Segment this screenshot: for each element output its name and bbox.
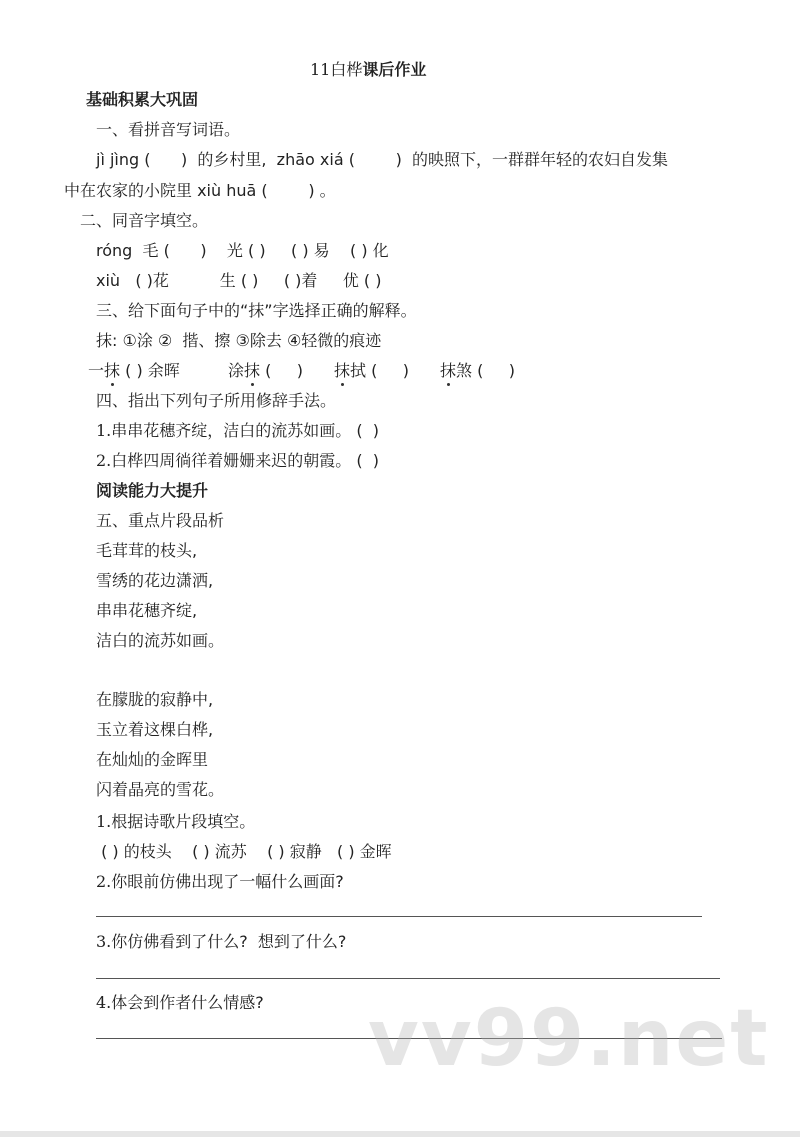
poem-line: 洁白的流苏如画。: [96, 631, 225, 650]
question-2-title: 二、同音字填空。: [80, 211, 209, 230]
poem-line: 雪绣的花边潇洒,: [96, 571, 214, 590]
poem-line: 在朦胧的寂静中,: [96, 690, 214, 709]
sub-question-3: 3.你仿佛看到了什么? 想到了什么?: [96, 932, 347, 951]
question-1-line-1: jì jìng ( ) 的乡村里, zhāo xiá ( ) 的映照下，一群群年轻的农妇自发集: [96, 150, 669, 169]
section-heading-reading: 阅读能力大提升: [96, 481, 209, 500]
answer-line[interactable]: [96, 978, 720, 979]
sub-question-4: 4.体会到作者什么情感?: [96, 993, 264, 1012]
question-1-title: 一、看拼音写词语。: [96, 120, 241, 139]
question-3-item-2: 涂抹 ( ): [228, 361, 304, 380]
sub-question-2: 2.你眼前仿佛出现了一幅什么画面?: [96, 872, 344, 891]
poem-line: 在灿灿的金晖里: [96, 750, 209, 769]
question-3-title: 三、给下面句子中的“抹”字选择正确的解释。: [96, 301, 417, 320]
question-4-item-2: 2.白桦四周徜徉着姗姗来迟的朝霞。 ( ): [96, 451, 380, 470]
poem-line: 毛茸茸的枝头,: [96, 541, 198, 560]
question-4-item-1: 1.串串花穗齐绽，洁白的流苏如画。 ( ): [96, 421, 380, 440]
watermark: vv99.net: [368, 994, 770, 1084]
question-3-options: 抹: ①涂 ② 揩、擦 ③除去 ④轻微的痕迹: [96, 331, 382, 350]
poem-line: 玉立着这棵白桦,: [96, 720, 214, 739]
question-5-title: 五、重点片段品析: [96, 511, 225, 530]
page-title: 11白桦课后作业: [310, 60, 427, 79]
question-3-item-1: 一抹 ( ) 余晖: [88, 361, 180, 380]
question-2-line-2: xiù ( )花 生 ( ) ( )着 优 ( ): [96, 271, 382, 290]
question-4-title: 四、指出下列句子所用修辞手法。: [96, 391, 337, 410]
question-3-item-4: 抹煞 ( ): [440, 361, 516, 380]
sub-question-1-fill: ( ) 的枝头 ( ) 流苏 ( ) 寂静 ( ) 金晖: [96, 842, 392, 861]
question-3-item-3: 抹拭 ( ): [334, 361, 410, 380]
answer-line[interactable]: [96, 916, 702, 917]
section-heading-basics: 基础积累大巩固: [86, 90, 199, 109]
poem-line: 串串花穗齐绽,: [96, 601, 198, 620]
question-1-line-2: 中在农家的小院里 xiù huā ( ) 。: [64, 181, 336, 200]
question-2-line-1: róng 毛 ( ) 光 ( ) ( ) 易 ( ) 化: [96, 241, 389, 260]
sub-question-1: 1.根据诗歌片段填空。: [96, 812, 256, 831]
poem-line: 闪着晶亮的雪花。: [96, 780, 225, 799]
page-bottom-edge: [0, 1131, 800, 1137]
